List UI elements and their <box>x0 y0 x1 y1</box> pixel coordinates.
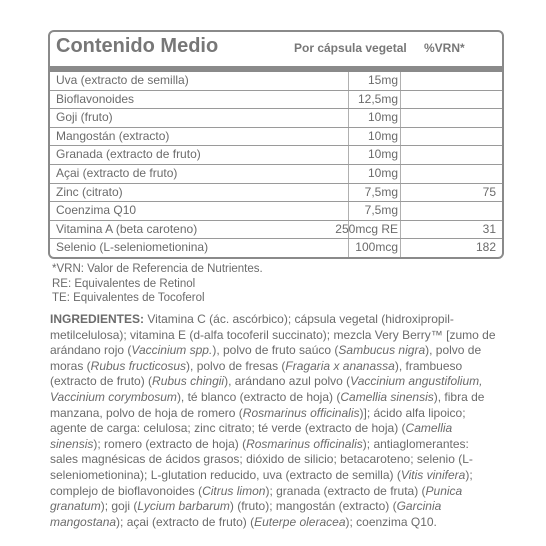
ingredient-name: Granada (extracto de fruto) <box>56 147 201 162</box>
ingredient-latin-name: Vitis vinifera <box>400 467 466 482</box>
ingredient-latin-name: Sambucus nigra <box>338 343 426 358</box>
table-row <box>50 221 502 240</box>
ingredient-name: Vitamina A (beta caroteno) <box>56 221 198 236</box>
ingredient-amount: 15mg <box>367 73 398 87</box>
footnotes <box>52 262 263 306</box>
ingredient-amount: 10mg <box>367 128 398 143</box>
footnote-vrn: *VRN: Valor de Referencia de Nutrientes. <box>52 263 263 275</box>
table-row <box>50 91 502 110</box>
ingredient-name: Uva (extracto de semilla) <box>56 73 189 87</box>
table-row <box>50 165 502 184</box>
table-row <box>50 109 502 128</box>
column-divider <box>400 202 401 220</box>
table-row <box>50 72 502 91</box>
column-header-vrn: %VRN* <box>424 41 465 55</box>
table-row <box>50 146 502 165</box>
column-divider <box>400 91 401 109</box>
ingredient-vrn: 182 <box>475 240 496 255</box>
ingredient-name: Goji (fruto) <box>56 110 113 125</box>
ingredient-text-segment: ), arándano azul polvo ( <box>224 374 351 389</box>
ingredient-latin-name: Lycium barbarum <box>137 499 230 514</box>
table-row <box>50 184 502 203</box>
ingredient-text-segment: ); goji ( <box>100 499 138 514</box>
ingredient-latin-name: Fragaria x ananassa <box>285 358 395 373</box>
footnote-te: TE: Equivalentes de Tocoferol <box>52 292 205 304</box>
ingredient-latin-name: Rubus chingii <box>152 374 225 389</box>
ingredients-label: INGREDIENTES: <box>50 312 145 326</box>
table-header <box>50 32 502 72</box>
table-body <box>50 72 502 257</box>
ingredient-name: Coenzima Q10 <box>56 203 137 218</box>
ingredient-text-segment: ); complejo de bioflavonoides ( <box>50 467 473 498</box>
ingredient-latin-name: Rubus fructicosus <box>90 358 187 373</box>
ingredient-latin-name: Camellia sinensis <box>50 421 453 451</box>
column-divider <box>400 221 401 239</box>
ingredient-text-segment: ), fibra de manzana, polvo de hoja de romero ( <box>50 389 485 420</box>
ingredient-text-segment: )]; ácido alfa lipoico; agente de carga: celulosa; zinc citrato; té verde (extracto de hoja) ( <box>50 405 466 436</box>
ingredient-amount: 10mg <box>367 147 398 162</box>
ingredient-text-segment: ), polvo de fruto saúco ( <box>212 343 339 358</box>
table-row <box>50 239 502 257</box>
ingredient-amount: 12,5mg <box>357 91 398 106</box>
table-title: Contenido Medio <box>56 35 219 57</box>
ingredient-text-segment: ), polvo de moras ( <box>50 343 482 373</box>
column-divider <box>400 184 401 202</box>
ingredient-text-segment: ), frambueso (extracto de fruto) ( <box>50 358 463 389</box>
ingredient-text-segment: ), polvo de fresas ( <box>186 358 286 373</box>
ingredients-text <box>50 312 496 529</box>
ingredient-amount: 10mg <box>367 110 398 125</box>
column-divider <box>400 239 401 257</box>
ingredient-latin-name: Rosmarinus officinalis <box>246 436 363 451</box>
table-row <box>50 202 502 221</box>
ingredient-name: Açai (extracto de fruto) <box>56 165 178 180</box>
ingredient-name: Mangostán (extracto) <box>56 128 170 143</box>
ingredient-vrn: 75 <box>482 184 496 199</box>
ingredient-vrn: 31 <box>482 221 496 236</box>
ingredient-text-segment: ); coenzima Q10. <box>345 514 437 529</box>
ingredient-latin-name: Garcinia mangostana <box>50 499 442 529</box>
ingredient-latin-name: Euterpe oleracea <box>254 514 346 529</box>
column-divider <box>400 109 401 127</box>
ingredient-amount: 100mcg <box>355 240 398 255</box>
ingredient-amount: 250mcg RE <box>335 221 398 236</box>
column-divider <box>400 165 401 183</box>
ingredient-text-segment: Vitamina C (ác. ascórbico); cápsula vegetal (hidroxipropil-metilcelulosa); vitamina E (d-alfa tocoferil succinato); mezcla Very Berry™ [zumo de arándano rojo ( <box>50 312 496 358</box>
column-divider <box>400 146 401 164</box>
ingredient-latin-name: Vaccinium spp. <box>131 343 213 358</box>
ingredient-text-segment: ); romero (extracto de hoja) ( <box>93 436 247 451</box>
ingredient-name: Bioflavonoides <box>56 91 135 106</box>
ingredient-text-segment: ); granada (extracto de fruta) ( <box>265 483 426 498</box>
ingredient-latin-name: Punica granatum <box>50 483 463 514</box>
nutrition-table <box>48 30 504 259</box>
column-header-amount: Por cápsula vegetal <box>294 41 407 55</box>
ingredient-amount: 10mg <box>367 165 398 180</box>
ingredient-latin-name: Camellia sinensis <box>340 389 434 404</box>
ingredient-latin-name: Vaccinium angustifolium, Vaccinium corymbosum <box>50 374 483 404</box>
ingredient-text-segment: ); antiaglomerantes: sales magnésicas de ácidos grasos; dióxido de silicio; betacaroteno; selenio (L-seleniometionina); L-glutation reducido, uva (extracto de semilla) ( <box>50 436 473 482</box>
ingredient-amount: 7,5mg <box>364 203 398 218</box>
column-divider <box>400 128 401 146</box>
table-row <box>50 128 502 147</box>
ingredient-name: Zinc (citrato) <box>56 184 123 199</box>
ingredient-text-segment: ); açai (extracto de fruto) ( <box>116 514 255 529</box>
ingredient-amount: 7,5mg <box>364 184 398 199</box>
ingredients-paragraph <box>50 312 500 530</box>
ingredient-text-segment: ), té blanco (extracto de hoja) ( <box>176 389 341 404</box>
ingredient-name: Selenio (L-seleniometionina) <box>56 240 209 255</box>
ingredient-latin-name: Citrus limon <box>202 483 266 498</box>
ingredient-latin-name: Rosmarinus officinalis <box>242 405 360 420</box>
footnote-re: RE: Equivalentes de Retinol <box>52 277 196 290</box>
column-divider <box>400 72 401 90</box>
ingredient-text-segment: ) (fruto); mangostán (extracto) ( <box>229 499 397 514</box>
